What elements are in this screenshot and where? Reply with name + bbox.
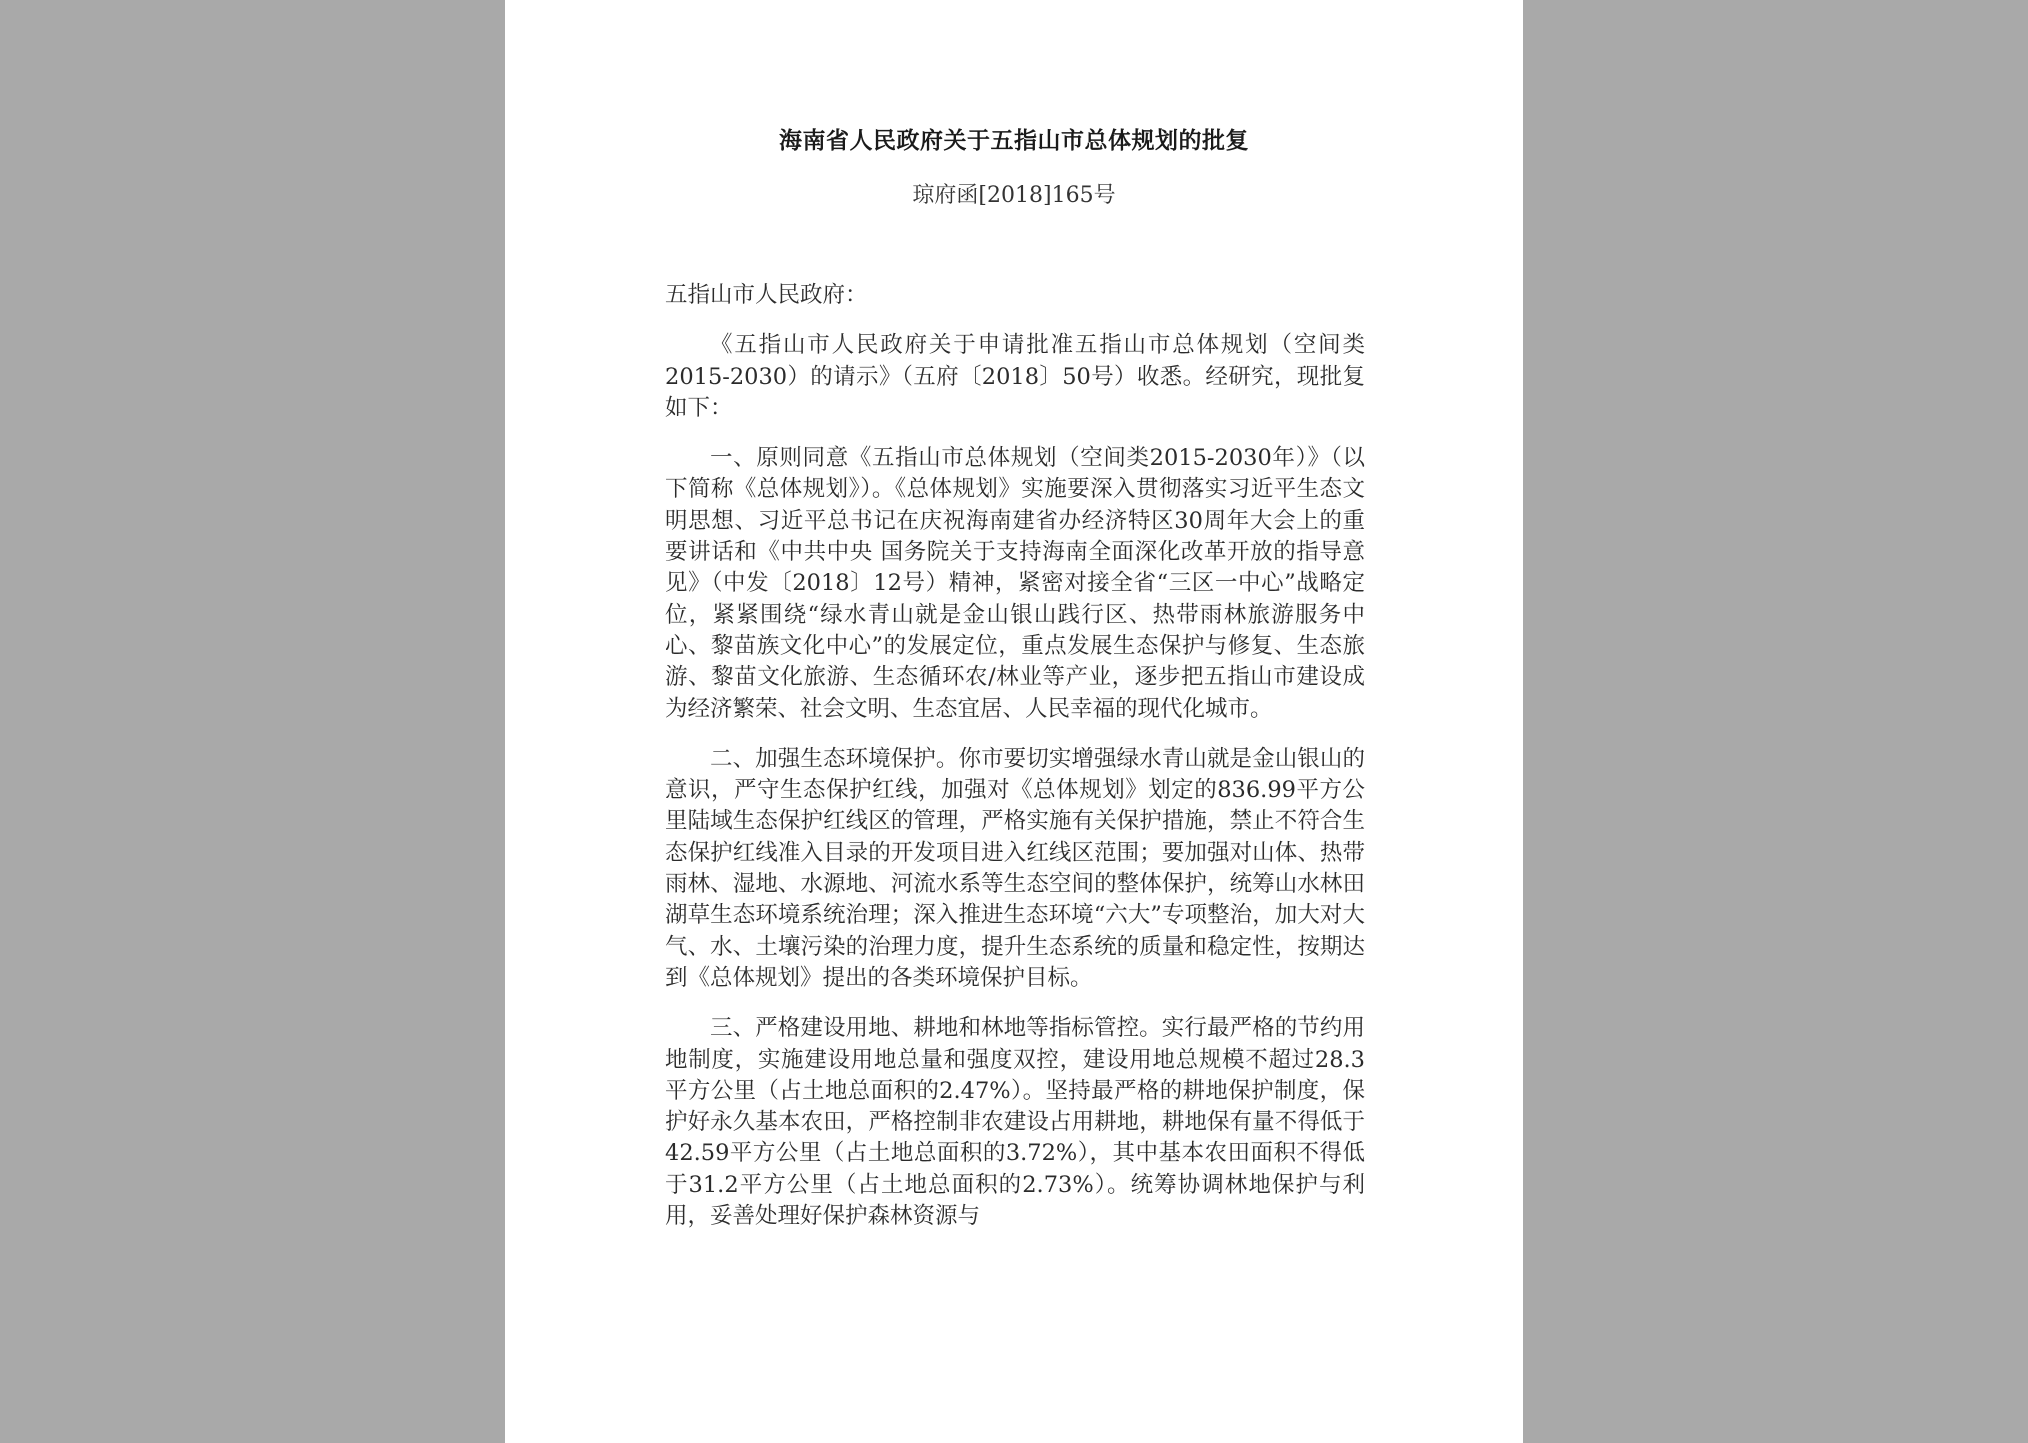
document-number: 琼府函[2018]165号 bbox=[912, 183, 1116, 208]
paragraph-one: 一、原则同意《五指山市总体规划（空间类2015-2030年）》（以下简称《总体规划》）。《总体规划》实施要深入贯彻落实习近平生态文明思想、习近平总书记在庆祝海南建省办经济特区30周年大会上的重要讲话和《中共中央 国务院关于支持海南全面深化改革开放的指导意见》（中发〔2018〕12号）精神，紧密对接全省“三区一中心”战略定位，紧紧围绕“绿水青山就是金山银山践行区、热带雨林旅游服务中心、黎苗族文化中心”的发展定位，重点发展生态保护与修复、生态旅游、黎苗文化旅游、生态循环农/林业等产业，逐步把五指山市建设成为经济繁荣、社会文明、生态宜居、人民幸福的现代化城市。 bbox=[665, 445, 1365, 722]
paragraph-two: 二、加强生态环境保护。你市要切实增强绿水青山就是金山银山的意识，严守生态保护红线，加强对《总体规划》划定的836.99平方公里陆域生态保护红线区的管理，严格实施有关保护措施，禁止不符合生态保护红线准入目录的开发项目进入红线区范围；要加强对山体、热带雨林、湿地、水源地、河流水系等生态空间的整体保护，统筹山水林田湖草生态环境系统治理；深入推进生态环境“六大”专项整治，加大对大气、水、土壤污染的治理力度，提升生态系统的质量和稳定性，按期达到《总体规划》提出的各类环境保护目标。 bbox=[665, 745, 1365, 991]
document-page bbox=[505, 0, 1523, 1443]
document-title: 海南省人民政府关于五指山市总体规划的批复 bbox=[779, 127, 1249, 154]
document-body bbox=[665, 280, 1365, 1251]
paragraph-receipt: 《五指山市人民政府关于申请批准五指山市总体规划（空间类2015-2030）的请示》（五府〔2018〕50号）收悉。经研究，现批复如下： bbox=[665, 332, 1365, 421]
paragraph-three: 三、严格建设用地、耕地和林地等指标管控。实行最严格的节约用地制度，实施建设用地总量和强度双控，建设用地总规模不超过28.3平方公里（占土地总面积的2.47%）。坚持最严格的耕地保护制度，保护好永久基本农田，严格控制非农建设占用耕地，耕地保有量不得低于42.59平方公里（占土地总面积的3.72%），其中基本农田面积不得低于31.2平方公里（占土地总面积的2.73%）。统筹协调林地保护与利用，妥善处理好保护森林资源与 bbox=[665, 1015, 1365, 1230]
salutation: 五指山市人民政府： bbox=[665, 282, 868, 308]
